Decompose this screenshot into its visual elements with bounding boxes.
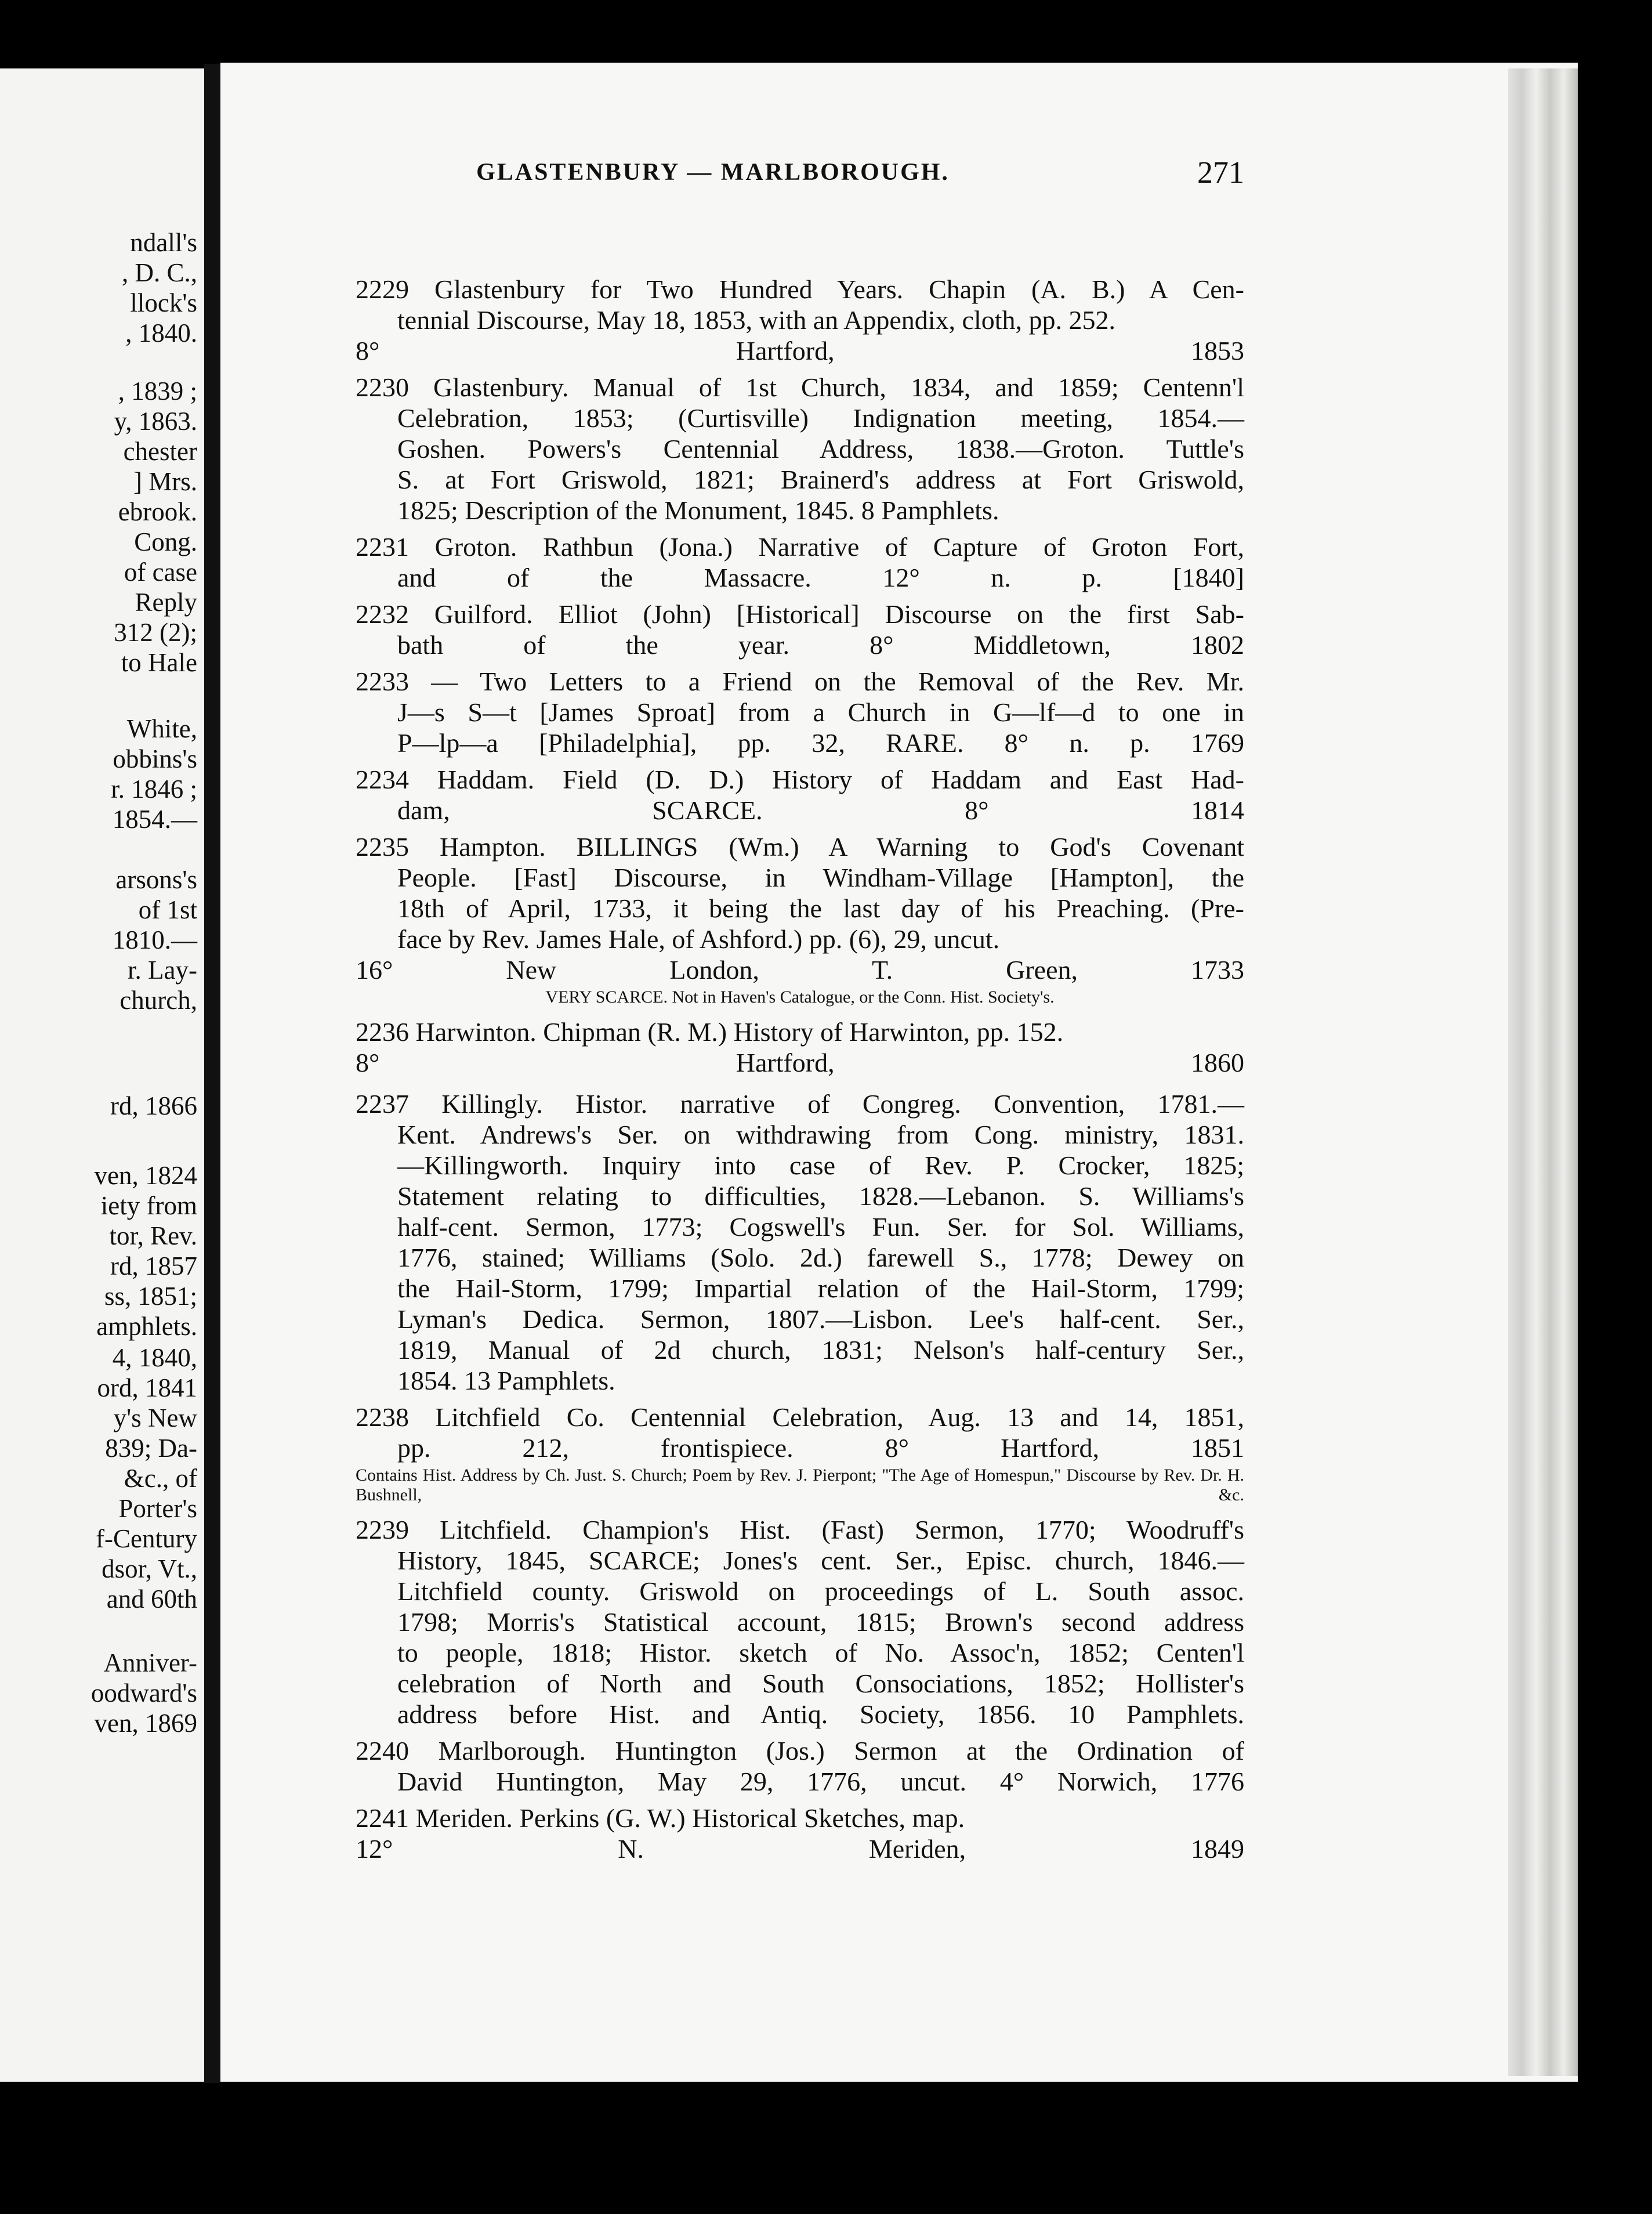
- facing-page-text: rd, 1857: [110, 1251, 197, 1280]
- catalogue-entry: [356, 1735, 1244, 1797]
- facing-page-text: of case: [124, 558, 197, 587]
- entry-line: half-cent. Sermon, 1773; Cogswell's Fun. Ser. for Sol. Williams,: [397, 1212, 1244, 1242]
- entry-line: Statement relating to difficulties, 1828.—Lebanon. S. Williams's: [397, 1181, 1244, 1211]
- entry-line: 2235 Hampton. BILLINGS (Wm.) A Warning to God's Covenant: [356, 832, 1244, 862]
- entry-line: 2238 Litchfield Co. Centennial Celebration, Aug. 13 and 14, 1851,: [356, 1402, 1244, 1432]
- facing-page-text: ndall's: [130, 228, 197, 257]
- entry-line: 1819, Manual of 2d church, 1831; Nelson's half-century Ser.,: [397, 1335, 1244, 1365]
- facing-page-text: Cong.: [134, 527, 197, 556]
- facing-page-text: y, 1863.: [114, 407, 197, 436]
- facing-page-text: ven, 1869: [94, 1709, 197, 1738]
- catalogue-entry: [356, 274, 1244, 366]
- facing-page-text: f-Century: [96, 1524, 197, 1553]
- entry-line: 2231 Groton. Rathbun (Jona.) Narrative of Capture of Groton Fort,: [356, 532, 1244, 562]
- facing-page-text: dsor, Vt.,: [102, 1554, 197, 1583]
- facing-page-text: 839; Da-: [105, 1434, 197, 1463]
- catalogue-entry: [356, 1088, 1244, 1396]
- facing-page-text: r. 1846 ;: [111, 775, 197, 804]
- facing-page-text: ] Mrs.: [133, 467, 197, 496]
- entry-line: 2234 Haddam. Field (D. D.) History of Haddam and East Had-: [356, 765, 1244, 794]
- facing-page-text: Anniver-: [103, 1648, 197, 1677]
- page-edges: [1508, 68, 1578, 2076]
- entry-line: address before Hist. and Antiq. Society, 1856. 10 Pamphlets.: [397, 1699, 1244, 1729]
- entry-imprint: 8° Hartford, 1860: [356, 1048, 1244, 1077]
- facing-page-text: and 60th: [106, 1584, 197, 1614]
- catalogue-entry: [356, 666, 1244, 758]
- facing-page-text: , 1839 ;: [118, 377, 197, 406]
- entry-line: People. [Fast] Discourse, in Windham-Village [Hampton], the: [397, 863, 1244, 892]
- facing-page-text: y's New: [113, 1403, 197, 1432]
- facing-page-text: ss, 1851;: [104, 1282, 197, 1311]
- facing-page-text: church,: [119, 986, 197, 1015]
- entry-line: Celebration, 1853; (Curtisville) Indignation meeting, 1854.—: [397, 403, 1244, 433]
- facing-page-text: iety from: [100, 1191, 197, 1220]
- facing-page-text: Reply: [135, 588, 197, 617]
- entry-line: 1798; Morris's Statistical account, 1815; Brown's second address: [397, 1607, 1244, 1637]
- entry-line: Goshen. Powers's Centennial Address, 1838.—Groton. Tuttle's: [397, 434, 1244, 464]
- catalogue-entry: [356, 1402, 1244, 1508]
- facing-page-text: oodward's: [90, 1678, 197, 1707]
- entry-line: 2230 Glastenbury. Manual of 1st Church, 1834, and 1859; Centenn'l: [356, 372, 1244, 402]
- entry-imprint: 16° New London, T. Green, 1733: [356, 955, 1244, 985]
- catalogue-entry: [356, 764, 1244, 826]
- facing-page-text: ord, 1841: [97, 1373, 197, 1402]
- entry-line: dam, SCARCE. 8° 1814: [397, 795, 1244, 825]
- facing-page-text: arsons's: [115, 865, 197, 894]
- catalogue-entry: [356, 1016, 1244, 1078]
- facing-page-text: 1854.—: [112, 805, 197, 834]
- entry-line: History, 1845, SCARCE; Jones's cent. Ser., Episc. church, 1846.—: [397, 1546, 1244, 1575]
- entry-line: the Hail-Storm, 1799; Impartial relation of the Hail-Storm, 1799;: [397, 1274, 1244, 1303]
- entry-line: S. at Fort Griswold, 1821; Brainerd's address at Fort Griswold,: [397, 465, 1244, 494]
- facing-page-text: tor, Rev.: [109, 1221, 197, 1250]
- entry-line: 2229 Glastenbury for Two Hundred Years. Chapin (A. B.) A Cen-: [356, 274, 1244, 304]
- running-head: [356, 152, 1244, 193]
- entry-line: bath of the year. 8° Middletown, 1802: [397, 630, 1244, 660]
- entry-imprint: 12° N. Meriden, 1849: [356, 1834, 1244, 1864]
- entry-line: 2237 Killingly. Histor. narrative of Congreg. Convention, 1781.—: [356, 1089, 1244, 1119]
- entry-line: 1854. 13 Pamphlets.: [397, 1366, 615, 1395]
- facing-page-text: llock's: [130, 288, 197, 317]
- catalogue-entry: [356, 599, 1244, 660]
- entry-line: P—lp—a [Philadelphia], pp. 32, RARE. 8° n. p. 1769: [397, 728, 1244, 758]
- facing-page-text: of 1st: [138, 895, 197, 924]
- catalogue-entry: [356, 531, 1244, 593]
- book-gutter: [204, 64, 220, 2083]
- entry-line: and of the Massacre. 12° n. p. [1840]: [397, 563, 1244, 592]
- entry-line: 1825; Description of the Monument, 1845. 8 Pamphlets.: [397, 495, 999, 525]
- facing-page-text: ebrook.: [118, 497, 197, 526]
- facing-page-text: ven, 1824: [94, 1161, 197, 1190]
- entry-line: Litchfield county. Griswold on proceedings of L. South assoc.: [397, 1576, 1244, 1606]
- catalogue-entry: [356, 372, 1244, 526]
- entry-line: 1776, stained; Williams (Solo. 2d.) farewell S., 1778; Dewey on: [397, 1243, 1244, 1272]
- catalogue-entry: [356, 831, 1244, 1011]
- facing-page-text: r. Lay-: [128, 956, 197, 985]
- facing-page-text: rd, 1866: [110, 1091, 197, 1120]
- entry-line: celebration of North and South Consociations, 1852; Hollister's: [397, 1669, 1244, 1698]
- catalogue-entry: [356, 1803, 1244, 1864]
- entry-line: David Huntington, May 29, 1776, uncut. 4° Norwich, 1776: [397, 1767, 1244, 1796]
- entry-line: 2236 Harwinton. Chipman (R. M.) History of Harwinton, pp. 152.: [356, 1017, 1064, 1047]
- page-number: 271: [1197, 155, 1244, 190]
- entry-line: to people, 1818; Histor. sketch of No. Assoc'n, 1852; Centen'l: [397, 1638, 1244, 1667]
- facing-page-text: &c., of: [124, 1464, 197, 1493]
- entry-line: 2232 Guilford. Elliot (John) [Historical] Discourse on the first Sab-: [356, 599, 1244, 629]
- entry-line: 18th of April, 1733, it being the last day of his Preaching. (Pre-: [397, 893, 1244, 923]
- facing-page-text: , 1840.: [125, 319, 197, 348]
- facing-page-text: 1810.—: [112, 925, 197, 954]
- facing-page-text: Porter's: [118, 1494, 197, 1523]
- entry-imprint: 8° Hartford, 1853: [356, 336, 1244, 366]
- entry-line: J—s S—t [James Sproat] from a Church in G—lf—d to one in: [397, 697, 1244, 727]
- entry-line: 2240 Marlborough. Huntington (Jos.) Sermon at the Ordination of: [356, 1736, 1244, 1766]
- entry-note: VERY SCARCE. Not in Haven's Catalogue, or the Conn. Hist. Society's.: [545, 987, 1055, 1007]
- entry-line: Kent. Andrews's Ser. on withdrawing from Cong. ministry, 1831.: [397, 1120, 1244, 1149]
- facing-page-text: White,: [126, 714, 197, 743]
- facing-page-fragment: [0, 68, 204, 2082]
- entry-line: 2239 Litchfield. Champion's Hist. (Fast) Sermon, 1770; Woodruff's: [356, 1515, 1244, 1544]
- facing-page-text: , D. C.,: [121, 258, 197, 287]
- catalogue-entry: [356, 1514, 1244, 1730]
- entry-line: —Killingworth. Inquiry into case of Rev. P. Crocker, 1825;: [397, 1151, 1244, 1180]
- facing-page-text: 312 (2);: [114, 618, 197, 647]
- running-title: GLASTENBURY — MARLBOROUGH.: [476, 159, 950, 186]
- facing-page-text: 4, 1840,: [112, 1343, 197, 1372]
- entry-line: pp. 212, frontispiece. 8° Hartford, 1851: [397, 1433, 1244, 1463]
- catalogue-entries: [356, 274, 1244, 1864]
- entry-line: 2241 Meriden. Perkins (G. W.) Historical Sketches, map.: [356, 1803, 965, 1833]
- facing-page-text: amphlets.: [96, 1312, 197, 1341]
- facing-page-text: to Hale: [121, 648, 197, 677]
- facing-page-text: obbins's: [113, 744, 197, 773]
- entry-note: Contains Hist. Address by Ch. Just. S. Church; Poem by Rev. J. Pierpont; "The Age of Homespun," Discourse by Rev. Dr. H. Bushnell, &c.: [356, 1466, 1244, 1504]
- entry-line: tennial Discourse, May 18, 1853, with an Appendix, cloth, pp. 252.: [397, 305, 1116, 335]
- facing-page-text: chester: [123, 437, 197, 466]
- entry-line: Lyman's Dedica. Sermon, 1807.—Lisbon. Lee's half-cent. Ser.,: [397, 1304, 1244, 1334]
- entry-line: face by Rev. James Hale, of Ashford.) pp. (6), 29, uncut.: [397, 924, 1000, 954]
- entry-line: 2233 — Two Letters to a Friend on the Removal of the Rev. Mr.: [356, 667, 1244, 696]
